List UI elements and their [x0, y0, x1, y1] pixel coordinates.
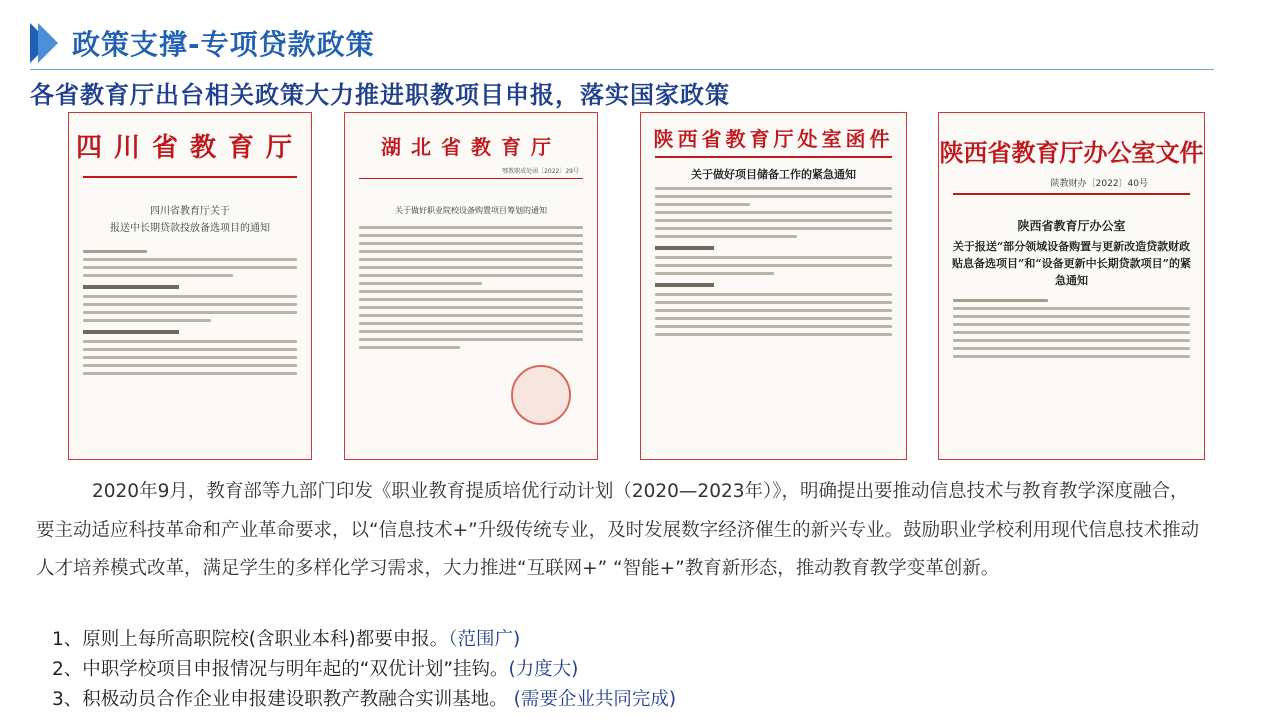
document-heading: 陕西省教育厅办公室文件 — [939, 138, 1204, 167]
seal-stamp — [511, 365, 571, 425]
slide-title: 政策支撑-专项贷款政策 — [72, 28, 375, 61]
document-red-rule — [655, 156, 892, 158]
document-image-hubei — [344, 112, 598, 460]
document-red-rule — [83, 176, 297, 178]
document-title-line: 陕西省教育厅办公室 — [1017, 219, 1126, 233]
key-points-list — [52, 625, 1152, 715]
document-image-sichuan — [68, 112, 312, 460]
point-text: 2、中职学校项目申报情况与明年起的“双优计划”挂钩。 — [52, 659, 509, 680]
slide-subtitle: 各省教育厅出台相关政策大力推进职教项目申报，落实国家政策 — [30, 81, 730, 109]
list-item — [52, 685, 1152, 715]
document-number: 鄂教职成处函〔2022〕29号 — [502, 168, 579, 175]
document-number: 陕教财办〔2022〕40号 — [1050, 179, 1148, 189]
title-divider — [30, 69, 1214, 70]
point-text: 3、积极动员合作企业申报建设职教产教融合实训基地。 — [52, 689, 508, 710]
document-red-rule — [359, 178, 583, 179]
body-paragraph: 2020年9月，教育部等九部门印发《职业教育提质培优行动计划（2020—2023年）》，明确提出要推动信息技术与教育教学深度融合，要主动适应科技革命和产业革命要求，以“信息技术+”升级传统专业，及时发展数字经济催生的新兴专业。鼓励职业学校利用现代信息技术推动人才培养模式改革，满足学生的多样化学习需求，大力推进“互联网+” “智能+”教育新形态，推动教育教学变革创新。 — [36, 481, 1200, 579]
title-bar — [30, 18, 375, 68]
point-note: (需要企业共同完成) — [507, 689, 677, 710]
document-body-text — [345, 226, 597, 349]
document-title-line: 报送中长期贷款投放备选项目的通知 — [110, 223, 270, 234]
document-heading: 湖北省教育厅 — [381, 135, 561, 159]
document-body-text — [69, 250, 311, 375]
list-item — [52, 625, 1152, 655]
document-red-rule — [953, 193, 1190, 195]
document-heading: 四川省教育厅 — [75, 133, 304, 163]
point-text: 1、原则上每所高职院校(含职业本科)都要申报。 — [52, 629, 449, 650]
chevron-right-icon — [38, 23, 58, 63]
document-title-line: 关于做好职业院校设备购置项目筹划的通知 — [395, 206, 547, 215]
document-body-text — [939, 299, 1204, 358]
document-title-line: 关于做好项目储备工作的紧急通知 — [691, 168, 856, 181]
document-title-line: 关于报送“部分领域设备购置与更新改造贷款财政贴息备选项目”和“设备更新中长期贷款项目”的紧急通知 — [952, 240, 1191, 288]
document-title-line: 四川省教育厅关于 — [150, 206, 230, 217]
point-note: （范围广) — [448, 629, 521, 650]
document-image-shaanxi-file — [938, 112, 1205, 460]
point-note: (力度大) — [508, 659, 579, 680]
document-heading: 陕西省教育厅处室函件 — [653, 127, 894, 151]
document-body-text — [641, 187, 906, 336]
document-image-shaanxi-office — [640, 112, 907, 460]
list-item — [52, 655, 1152, 685]
